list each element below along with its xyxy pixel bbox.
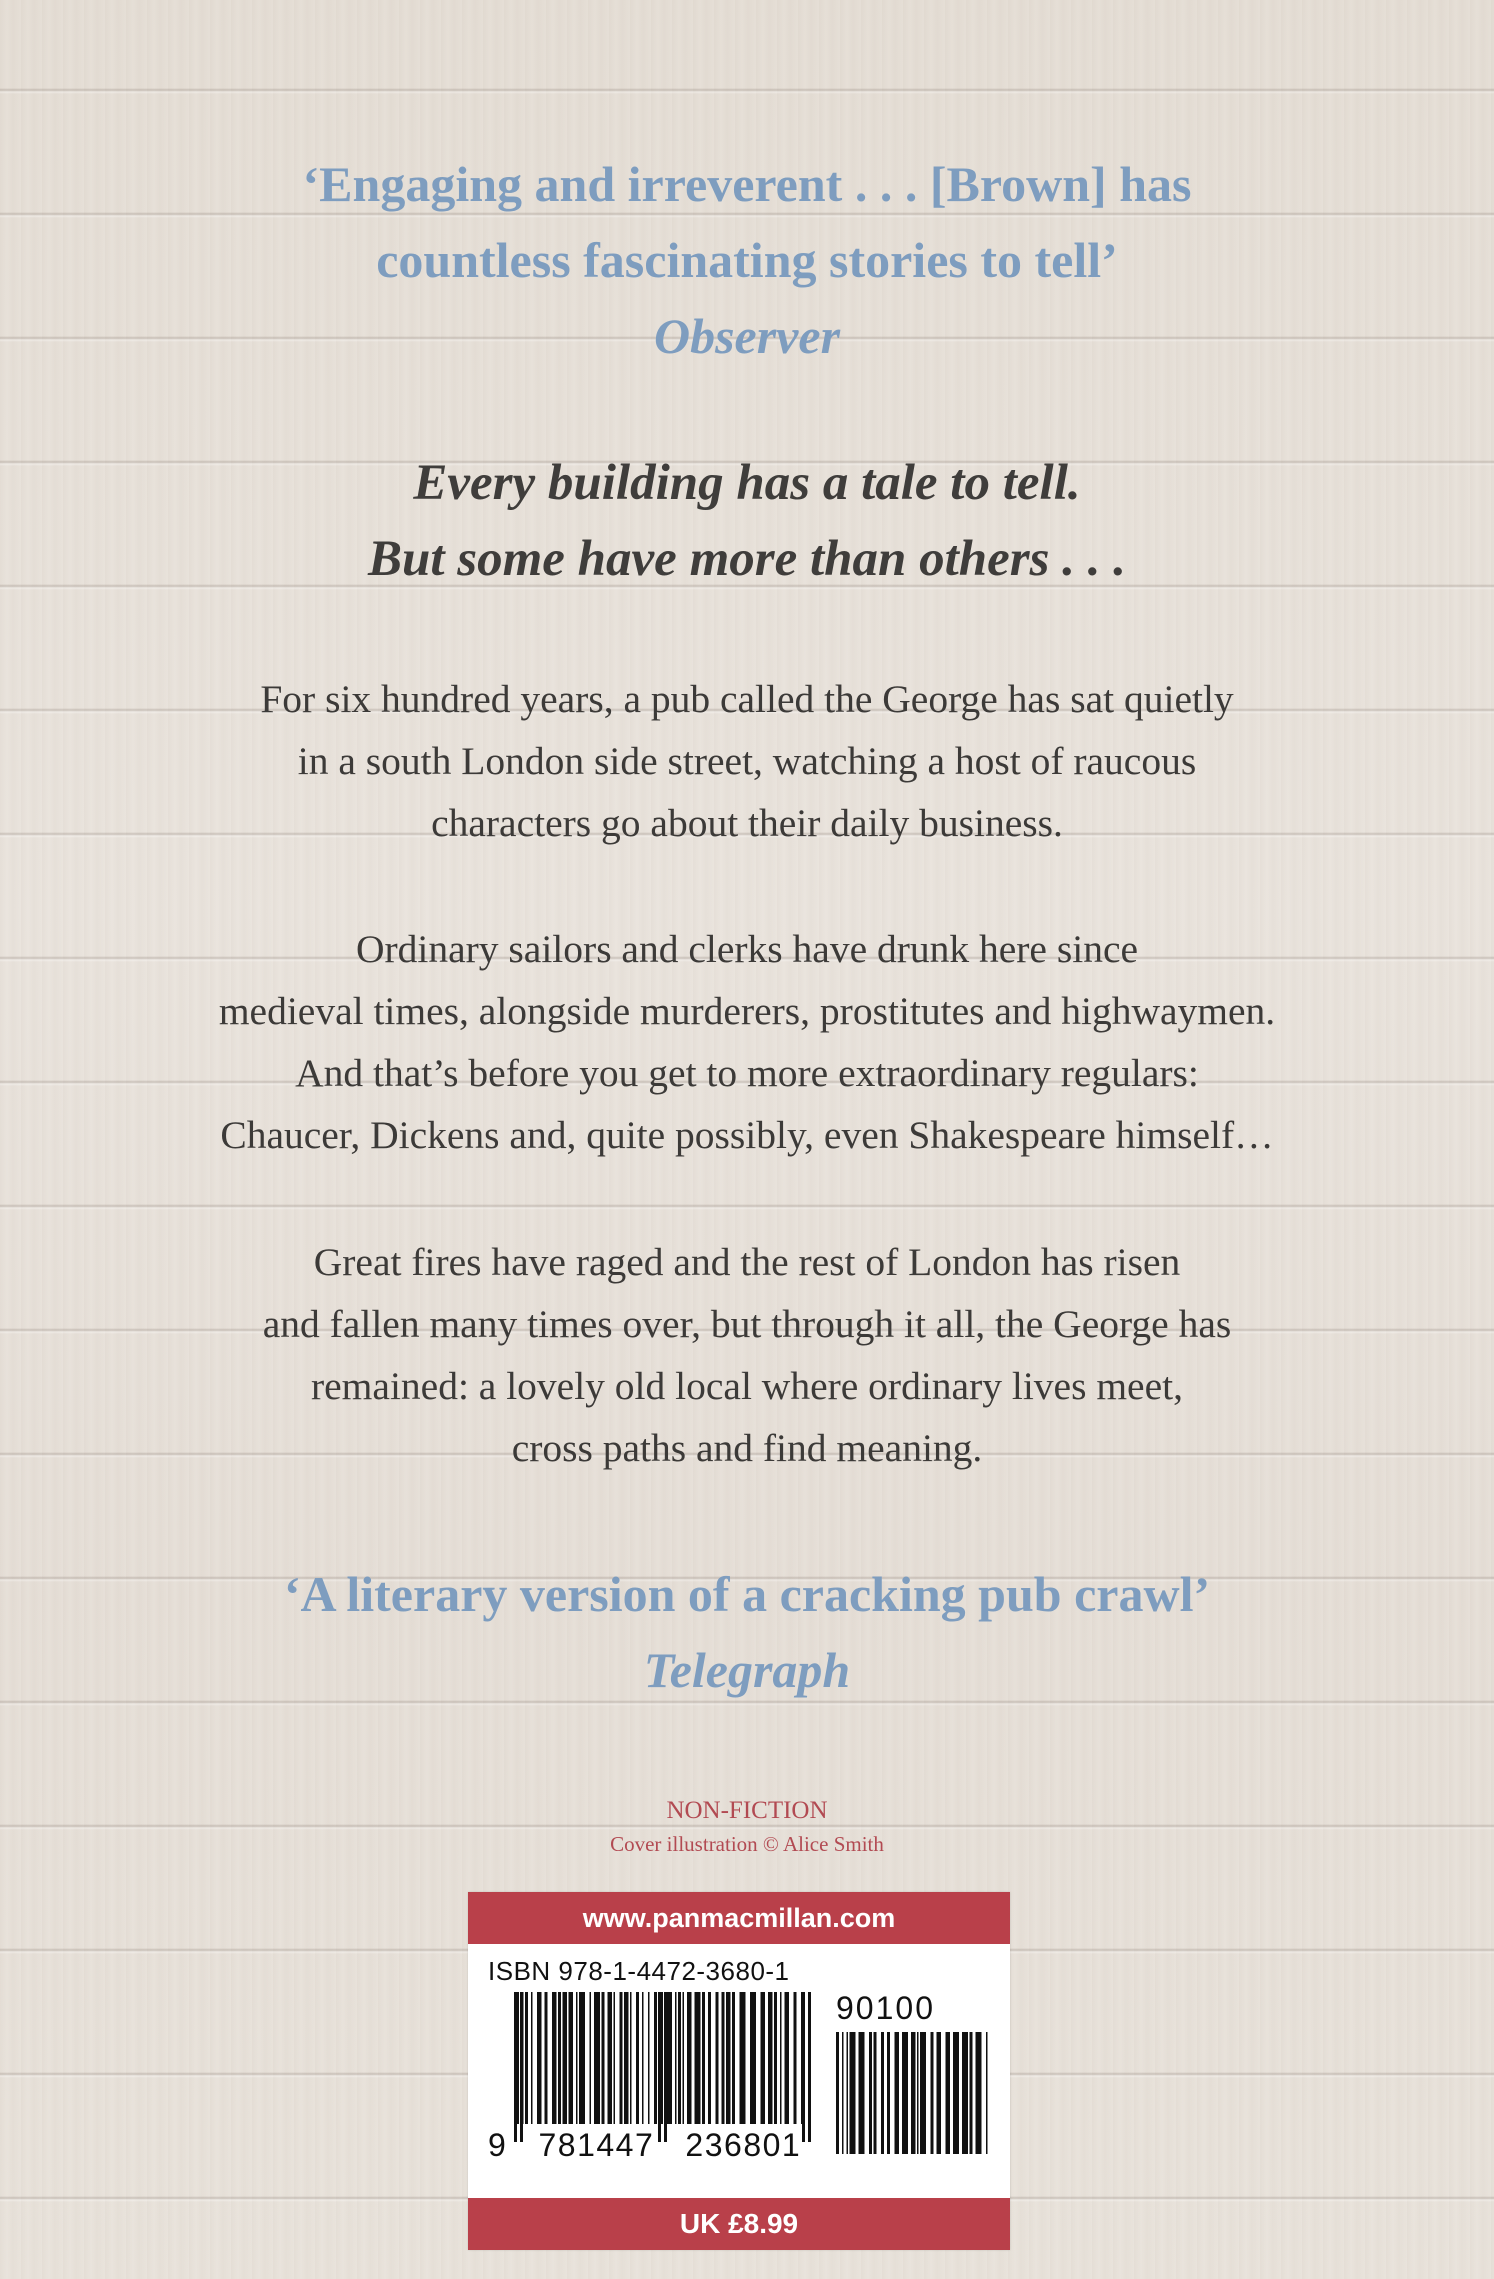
blurb-line: Ordinary sailors and clerks have drunk here since <box>355 927 1139 971</box>
blurb-paragraph <box>0 1231 1494 1479</box>
barcode-bar <box>545 1992 548 2124</box>
barcode-guard-bar <box>664 1992 667 2142</box>
blurb-paragraph <box>0 918 1494 1166</box>
barcode-bar <box>594 1992 600 2124</box>
tagline-line: Every building has a tale to tell. <box>413 455 1081 511</box>
barcode-bar <box>708 1992 711 2124</box>
isbn-digits: 9 781447 236801 <box>488 2127 802 2163</box>
barcode-bar <box>537 1992 542 2124</box>
barcode-bar <box>850 2032 856 2154</box>
publisher-url[interactable]: www.panmacmillan.com <box>468 1892 1010 1944</box>
barcode-bar <box>836 2032 839 2154</box>
review-quote-bottom <box>0 1556 1494 1708</box>
barcode-bar <box>869 2032 872 2154</box>
barcode-bar <box>842 2032 844 2154</box>
barcode-guard-bar <box>658 1992 661 2142</box>
tagline-line: But some have more than others . . . <box>367 531 1126 587</box>
barcode-bar <box>614 1992 616 2124</box>
review-source: Telegraph <box>643 1642 851 1698</box>
barcode-bar <box>847 2032 849 2154</box>
barcode-panel <box>468 1892 1010 2250</box>
barcode-bar <box>687 1992 692 2124</box>
isbn-label: ISBN 978-1-4472-3680-1 <box>488 1956 790 1986</box>
review-quote-top <box>0 146 1494 374</box>
barcode-bar <box>675 1992 677 2124</box>
barcode-bar <box>874 2032 877 2154</box>
barcode-bar <box>558 1992 561 2124</box>
blurb-line: characters go about their daily business. <box>431 801 1063 845</box>
review-quote-line: ‘Engaging and irreverent . . . [Brown] has <box>302 156 1192 212</box>
barcode-bar <box>931 2032 934 2154</box>
barcode-bar <box>716 1992 719 2124</box>
barcode-bar <box>911 2032 916 2154</box>
barcode-bar <box>590 1992 592 2124</box>
barcode-bar <box>683 1992 685 2124</box>
barcode-bar <box>768 1992 773 2124</box>
barcode-bar <box>602 1992 605 2124</box>
barcode-bar <box>780 1992 782 2124</box>
genre-label: NON-FICTION <box>666 1797 828 1824</box>
barcode-bar <box>917 2032 919 2154</box>
barcode-bar <box>576 1992 578 2124</box>
barcode-bar <box>678 1992 681 2124</box>
barcode-bar <box>750 1992 756 2124</box>
tagline <box>0 445 1494 597</box>
barcode-bar <box>785 1992 790 2124</box>
barcode-bar <box>642 1992 644 2124</box>
barcode-bar <box>624 1992 629 2124</box>
barcode-bar <box>976 2032 982 2154</box>
barcode-bar <box>636 1992 639 2124</box>
price-label: UK £8.99 <box>468 2198 1010 2250</box>
barcode-guard-bar <box>514 1992 517 2142</box>
barcode-bar <box>902 2032 908 2154</box>
barcode-guard-bar <box>808 1992 811 2142</box>
cover-credit: Cover illustration © Alice Smith <box>610 1832 884 1856</box>
barcode-bar <box>895 2032 900 2154</box>
blurb-line: And that’s before you get to more extraordinary regulars: <box>295 1051 1199 1095</box>
barcode-bar <box>648 1992 650 2124</box>
blurb-line: medieval times, alongside murderers, prostitutes and highwaymen. <box>218 989 1276 1033</box>
barcode-bar <box>552 1992 557 2124</box>
barcode-bar <box>859 2032 865 2154</box>
barcode-bar <box>937 2032 942 2154</box>
barcode-bar <box>887 2032 890 2154</box>
barcode-bar <box>654 1992 657 2124</box>
barcode-bar <box>920 2032 926 2154</box>
barcode-bar <box>970 2032 973 2154</box>
barcode-bar <box>695 1992 701 2124</box>
blurb-paragraph <box>0 668 1494 854</box>
review-source: Observer <box>653 308 841 364</box>
barcode-bar <box>525 1992 528 2124</box>
barcode-bar <box>608 1992 613 2124</box>
blurb-line: remained: a lovely old local where ordinary lives meet, <box>311 1364 1183 1408</box>
barcode-bar <box>569 1992 574 2124</box>
barcode-bar <box>531 1992 533 2124</box>
barcode-bar <box>962 2032 968 2154</box>
review-quote-line: ‘A literary version of a cracking pub crawl’ <box>283 1566 1211 1622</box>
barcode-bar <box>579 1992 585 2124</box>
barcode-bar <box>881 2032 884 2154</box>
barcode-bar <box>761 1992 766 2124</box>
barcode-bar <box>702 1992 705 2124</box>
blurb-line: in a south London side street, watching a host of raucous <box>297 739 1197 783</box>
review-quote-line: countless fascinating stories to tell’ <box>376 232 1118 288</box>
blurb-line: and fallen many times over, but through it all, the George has <box>262 1302 1232 1346</box>
blurb-line: Chaucer, Dickens and, quite possibly, even Shakespeare himself… <box>220 1113 1274 1157</box>
barcode-bar <box>986 2032 988 2154</box>
barcode-bar <box>620 1992 623 2124</box>
barcode-bar <box>794 1992 797 2124</box>
price-code: 90100 <box>836 1990 935 2026</box>
barcode-graphic <box>468 1892 1010 2250</box>
barcode-bar <box>563 1992 568 2124</box>
barcode-bar <box>732 1992 735 2124</box>
barcode-bar <box>953 2032 959 2154</box>
barcode-guard-bar <box>802 1992 805 2142</box>
barcode-bar <box>946 2032 951 2154</box>
blurb-line: cross paths and find meaning. <box>511 1426 983 1470</box>
barcode-bar <box>630 1992 632 2124</box>
barcode-bar <box>774 1992 777 2124</box>
blurb-line: For six hundred years, a pub called the George has sat quietly <box>260 677 1234 721</box>
barcode-bar <box>722 1992 725 2124</box>
barcode-bar <box>740 1992 746 2124</box>
barcode-bar <box>726 1992 731 2124</box>
barcode-guard-bar <box>520 1992 523 2142</box>
blurb-line: Great fires have raged and the rest of London has risen <box>313 1240 1181 1284</box>
